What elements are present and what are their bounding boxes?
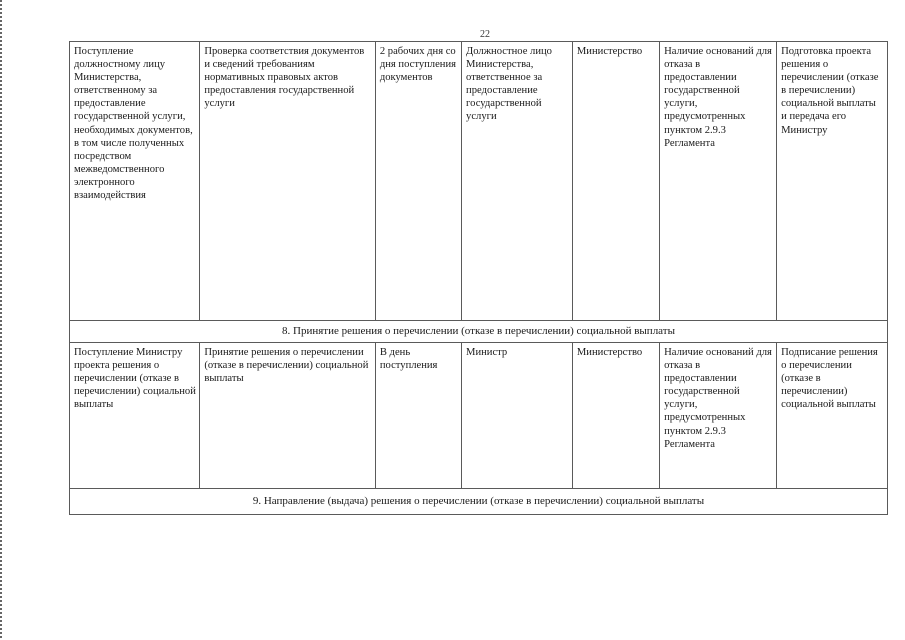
cell-result: Подготовка проекта решения о перечислении (отказе в перечислении) социальной выплаты и передача его Министру bbox=[777, 42, 888, 321]
stage-row bbox=[70, 489, 888, 515]
stage-row bbox=[70, 321, 888, 343]
cell-procedure-basis: Поступление Министру проекта решения о перечислении (отказе в перечислении) социальной выплаты bbox=[70, 343, 200, 489]
cell-action-content: Принятие решения о перечислении (отказе в перечислении) социальной выплаты bbox=[200, 343, 376, 489]
cell-responsible: Министр bbox=[462, 343, 573, 489]
table-row bbox=[70, 42, 888, 321]
cell-duration: 2 рабочих дня со дня поступления документов bbox=[375, 42, 461, 321]
table-row bbox=[70, 343, 888, 489]
stage-title: 8. Принятие решения о перечислении (отказе в перечислении) социальной выплаты bbox=[70, 321, 888, 343]
scan-left-edge bbox=[0, 0, 2, 640]
cell-location: Министерство bbox=[572, 343, 659, 489]
cell-procedure-basis: Поступление должностному лицу Министерства, ответственному за предоставление государственной услуги, необходимых документов, в том числе полученных посредством межведомственного электронного взаимодействия bbox=[70, 42, 200, 321]
cell-decision-criteria: Наличие оснований для отказа в предоставлении государственной услуги, предусмотренных пунктом 2.9.3 Регламента bbox=[660, 42, 777, 321]
cell-decision-criteria: Наличие оснований для отказа в предоставлении государственной услуги, предусмотренных пунктом 2.9.3 Регламента bbox=[660, 343, 777, 489]
cell-responsible: Должностное лицо Министерства, ответственное за предоставление государственной услуги bbox=[462, 42, 573, 321]
page-number: 22 bbox=[480, 29, 490, 40]
procedure-table bbox=[69, 41, 888, 515]
cell-action-content: Проверка соответствия документов и сведений требованиям нормативных правовых актов предоставления государственной услуги bbox=[200, 42, 376, 321]
stage-title: 9. Направление (выдача) решения о перечислении (отказе в перечислении) социальной выплаты bbox=[70, 489, 888, 515]
cell-location: Министерство bbox=[572, 42, 659, 321]
cell-result: Подписание решения о перечислении (отказе в перечислении) социальной выплаты bbox=[777, 343, 888, 489]
cell-duration: В день поступления bbox=[375, 343, 461, 489]
